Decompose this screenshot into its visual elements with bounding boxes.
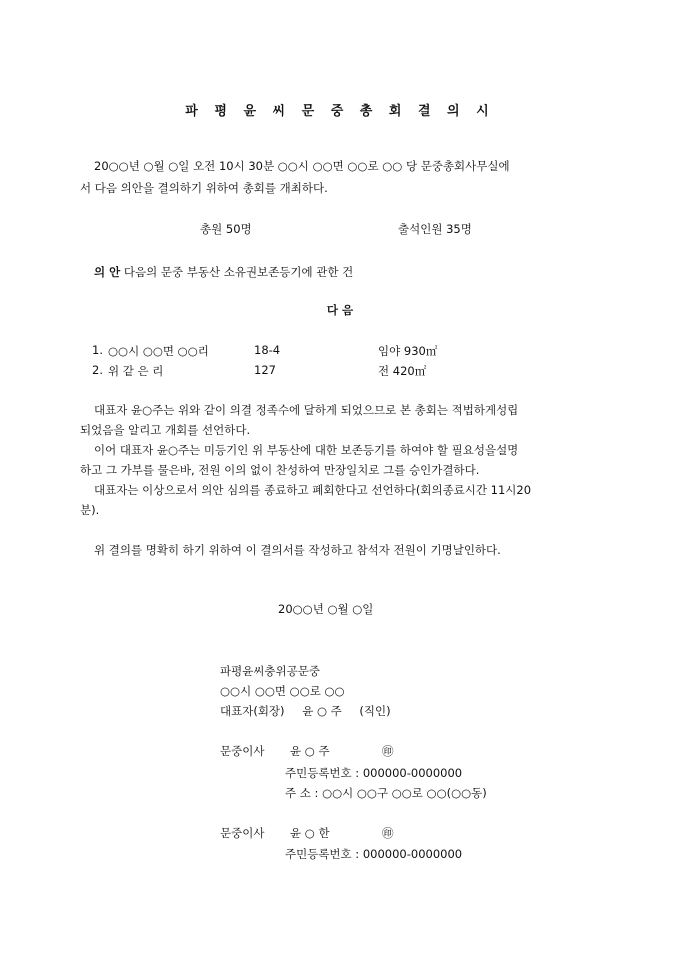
- agenda-line: [94, 264, 353, 280]
- property-location-2: 위 같 은 리: [108, 364, 164, 378]
- body-line-7: 위 결의를 명확히 하기 위하여 이 결의서를 작성하고 참석자 전원이 기명날인하다.: [94, 543, 501, 557]
- id-value: 000000-0000000: [362, 766, 463, 780]
- rep-label: 대표자(회장): [220, 704, 285, 718]
- property-type-1: 임야 930㎡: [378, 344, 438, 358]
- property-type-2: 전 420㎡: [378, 364, 427, 378]
- body-line-5: 대표자는 이상으로서 의안 심의를 종료하고 폐회한다고 선언하다(회의종료시간 11시20: [94, 483, 532, 497]
- agenda-text: 다음의 문중 부동산 소유권보존등기에 관한 건: [123, 265, 354, 279]
- org-name: 파평윤씨충위공문중: [220, 664, 320, 678]
- id-value: 000000-0000000: [362, 847, 463, 861]
- property-lot-2: 127: [254, 363, 276, 377]
- director-role: 문중이사: [220, 826, 265, 840]
- director-role: 문중이사: [220, 744, 265, 758]
- representative-line: [220, 703, 391, 719]
- director-address: [285, 785, 487, 801]
- agenda-label: 의 안: [94, 265, 121, 279]
- body-line-2: 되었음을 알리고 개회를 선언하다.: [80, 423, 251, 437]
- next-heading: 다 음: [326, 303, 354, 317]
- director-id: [285, 846, 462, 862]
- director-name: 윤 ○ 주: [290, 744, 330, 758]
- property-no-1: 1.: [92, 343, 103, 357]
- document-date: 20○○년 ○월 ○일: [278, 602, 374, 616]
- document-title: 파 평 윤 씨 문 중 총 회 결 의 시: [185, 104, 495, 119]
- property-lot-1: 18-4: [254, 343, 281, 357]
- org-address: ○○시 ○○면 ○○로 ○○: [220, 684, 345, 698]
- intro-line-1: 20○○년 ○월 ○일 오전 10시 30분 ○○시 ○○면 ○○로 ○○ 당 문중총회사무실에: [94, 159, 510, 173]
- body-line-6: 분).: [80, 503, 100, 517]
- total-members: 총원 50명: [200, 222, 252, 236]
- address-value: ○○시 ○○구 ○○로 ○○(○○동): [322, 786, 487, 800]
- body-line-3: 이어 대표자 윤○주는 미등기인 위 부동산에 대한 보존등기를 하여야 할 필요성을설명: [94, 443, 519, 457]
- director-seal: ㊞: [382, 826, 394, 840]
- property-no-2: 2.: [92, 363, 103, 377]
- director-name: 윤 ○ 한: [290, 826, 330, 840]
- address-label: 주 소 :: [285, 786, 319, 800]
- id-label: 주민등록번호 :: [285, 847, 360, 861]
- director-seal: ㊞: [382, 744, 394, 758]
- body-line-1: 대표자 윤○주는 위와 같이 의결 정족수에 달하게 되었으므로 본 총회는 적법하게성립: [94, 403, 519, 417]
- intro-line-2: 서 다음 의안을 결의하기 위하여 총회를 개최하다.: [80, 181, 328, 195]
- id-label: 주민등록번호 :: [285, 766, 360, 780]
- property-location-1: ○○시 ○○면 ○○리: [108, 344, 209, 358]
- rep-name: 윤 ○ 주: [302, 704, 342, 718]
- rep-seal: (직인): [359, 704, 391, 718]
- director-id: [285, 765, 462, 781]
- body-line-4: 하고 그 가부를 물은바, 전원 이의 없이 찬성하여 만장일치로 그를 승인가결하다.: [80, 463, 480, 477]
- present-members: 출석인원 35명: [398, 222, 472, 236]
